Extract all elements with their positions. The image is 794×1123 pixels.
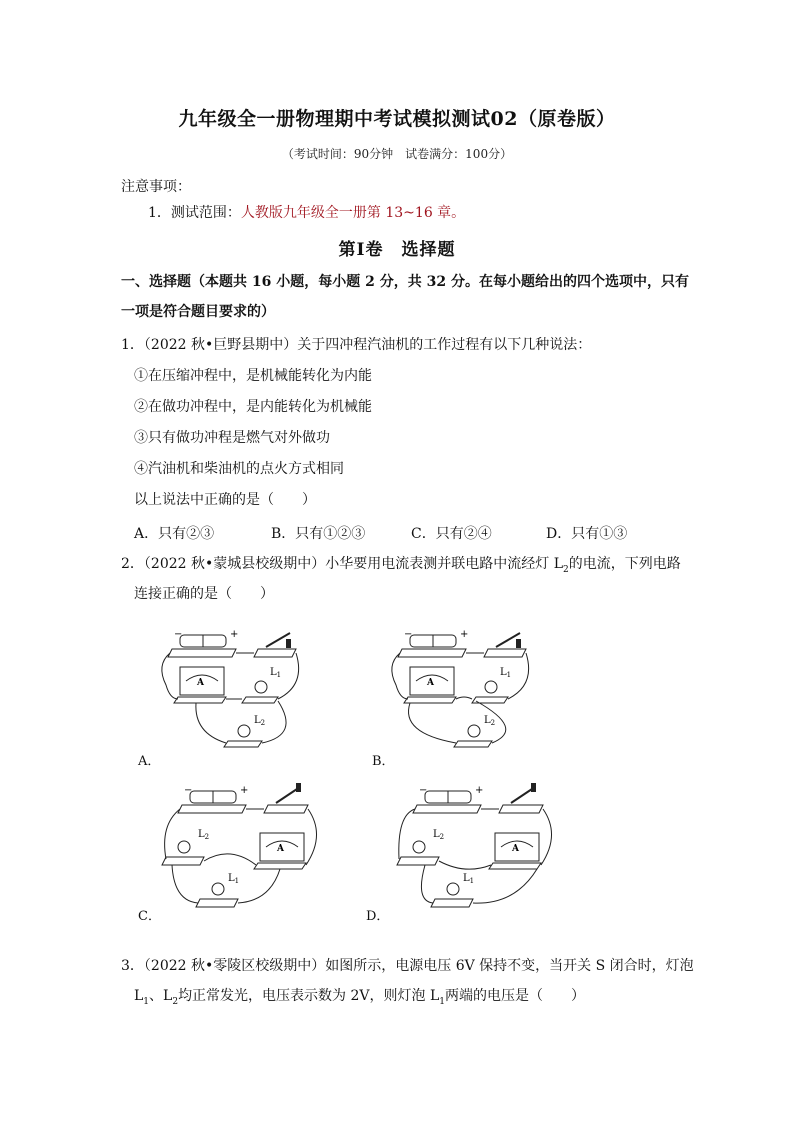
- q2-stem-line2: 连接正确的是（ ）: [134, 586, 274, 602]
- svg-text:L1: $L_1$: [463, 873, 475, 885]
- svg-text:−: −: [419, 785, 428, 796]
- svg-text:−: −: [184, 785, 193, 796]
- figure-c-label: C．: [138, 909, 161, 924]
- ammeter-label: A: [197, 678, 204, 688]
- svg-text:L1: $L_1$: [228, 873, 240, 885]
- section-title: 第Ⅰ卷 选择题: [338, 240, 456, 260]
- q1-statement-4: ④汽油机和柴油机的点火方式相同: [134, 461, 344, 477]
- svg-text:L2: $L_2$: [484, 715, 496, 727]
- svg-text:A: A: [427, 678, 434, 688]
- q1-statement-1: ①在压缩冲程中，是机械能转化为内能: [134, 368, 372, 384]
- svg-text:L2: $L_2$: [433, 829, 445, 841]
- part-heading-line1: 一、选择题（本题共 16 小题，每小题 2 分，共 32 分。在每小题给出的四个选项中，只有: [121, 274, 689, 290]
- notice-heading: 注意事项：: [121, 179, 191, 195]
- svg-text:+: +: [460, 629, 469, 640]
- part-heading-line2: 一项是符合题目要求的）: [121, 304, 275, 320]
- svg-text:L2: $L_2$: [198, 829, 210, 841]
- svg-text:+: +: [475, 785, 484, 796]
- q3-stem: 3．（2022 秋•零陵区校级期中）如图所示，电源电压 6V 保持不变，当开关 S 闭合时，灯泡: [121, 958, 694, 974]
- q1-statement-2: ②在做功冲程中，是内能转化为机械能: [134, 399, 372, 415]
- circuit-figure-b: [380, 625, 550, 755]
- svg-text:−: −: [404, 629, 413, 640]
- q1-statement-3: ③只有做功冲程是燃气对外做功: [134, 430, 330, 446]
- figure-b-label: B．: [372, 754, 395, 769]
- circuit-figure-a: [150, 625, 320, 755]
- battery-plus-label: +: [230, 629, 239, 640]
- notice-item-scope: 人教版九年级全一册第 13~16 章。: [240, 205, 466, 221]
- q1-option-c: C．只有②④: [411, 526, 492, 542]
- svg-text:L1: $L_1$: [500, 667, 512, 679]
- notice-item-prefix: 1．测试范围：: [148, 205, 241, 221]
- battery-minus-label: −: [174, 629, 183, 640]
- lamp-l1-label: $L_1$: [270, 667, 282, 679]
- notice-item: [148, 203, 465, 223]
- page-title: 九年级全一册物理期中考试模拟测试02（原卷版）: [178, 108, 616, 130]
- svg-text:A: A: [512, 844, 519, 854]
- q1-question: 以上说法中正确的是（ ）: [134, 492, 316, 508]
- svg-text:+: +: [240, 785, 249, 796]
- q2-stem: 2．（2022 秋•蒙城县校级期中）小华要用电流表测并联电路中流经灯 $L_2$的电流，下列电路: [121, 556, 681, 575]
- q1-option-a: A．只有②③: [134, 526, 215, 542]
- circuit-figure-d: [385, 775, 560, 915]
- figure-a-label: A．: [138, 754, 161, 769]
- svg-text:A: A: [277, 844, 284, 854]
- q1-option-b: B．只有①②③: [271, 526, 366, 542]
- q1-stem: 1．（2022 秋•巨野县期中）关于四冲程汽油机的工作过程有以下几种说法：: [121, 337, 592, 353]
- q3-stem-line2: $L_1$、$L_2$均正常发光，电压表示数为 2V，则灯泡 $L_1$两端的电压是（ ）: [134, 988, 586, 1007]
- q1-option-d: D．只有①③: [546, 526, 628, 542]
- circuit-figure-c: [150, 775, 325, 915]
- lamp-l2-label: $L_2$: [254, 715, 266, 727]
- figure-d-label: D．: [366, 909, 390, 924]
- exam-info: （考试时间：90分钟 试卷满分：100分）: [281, 147, 513, 161]
